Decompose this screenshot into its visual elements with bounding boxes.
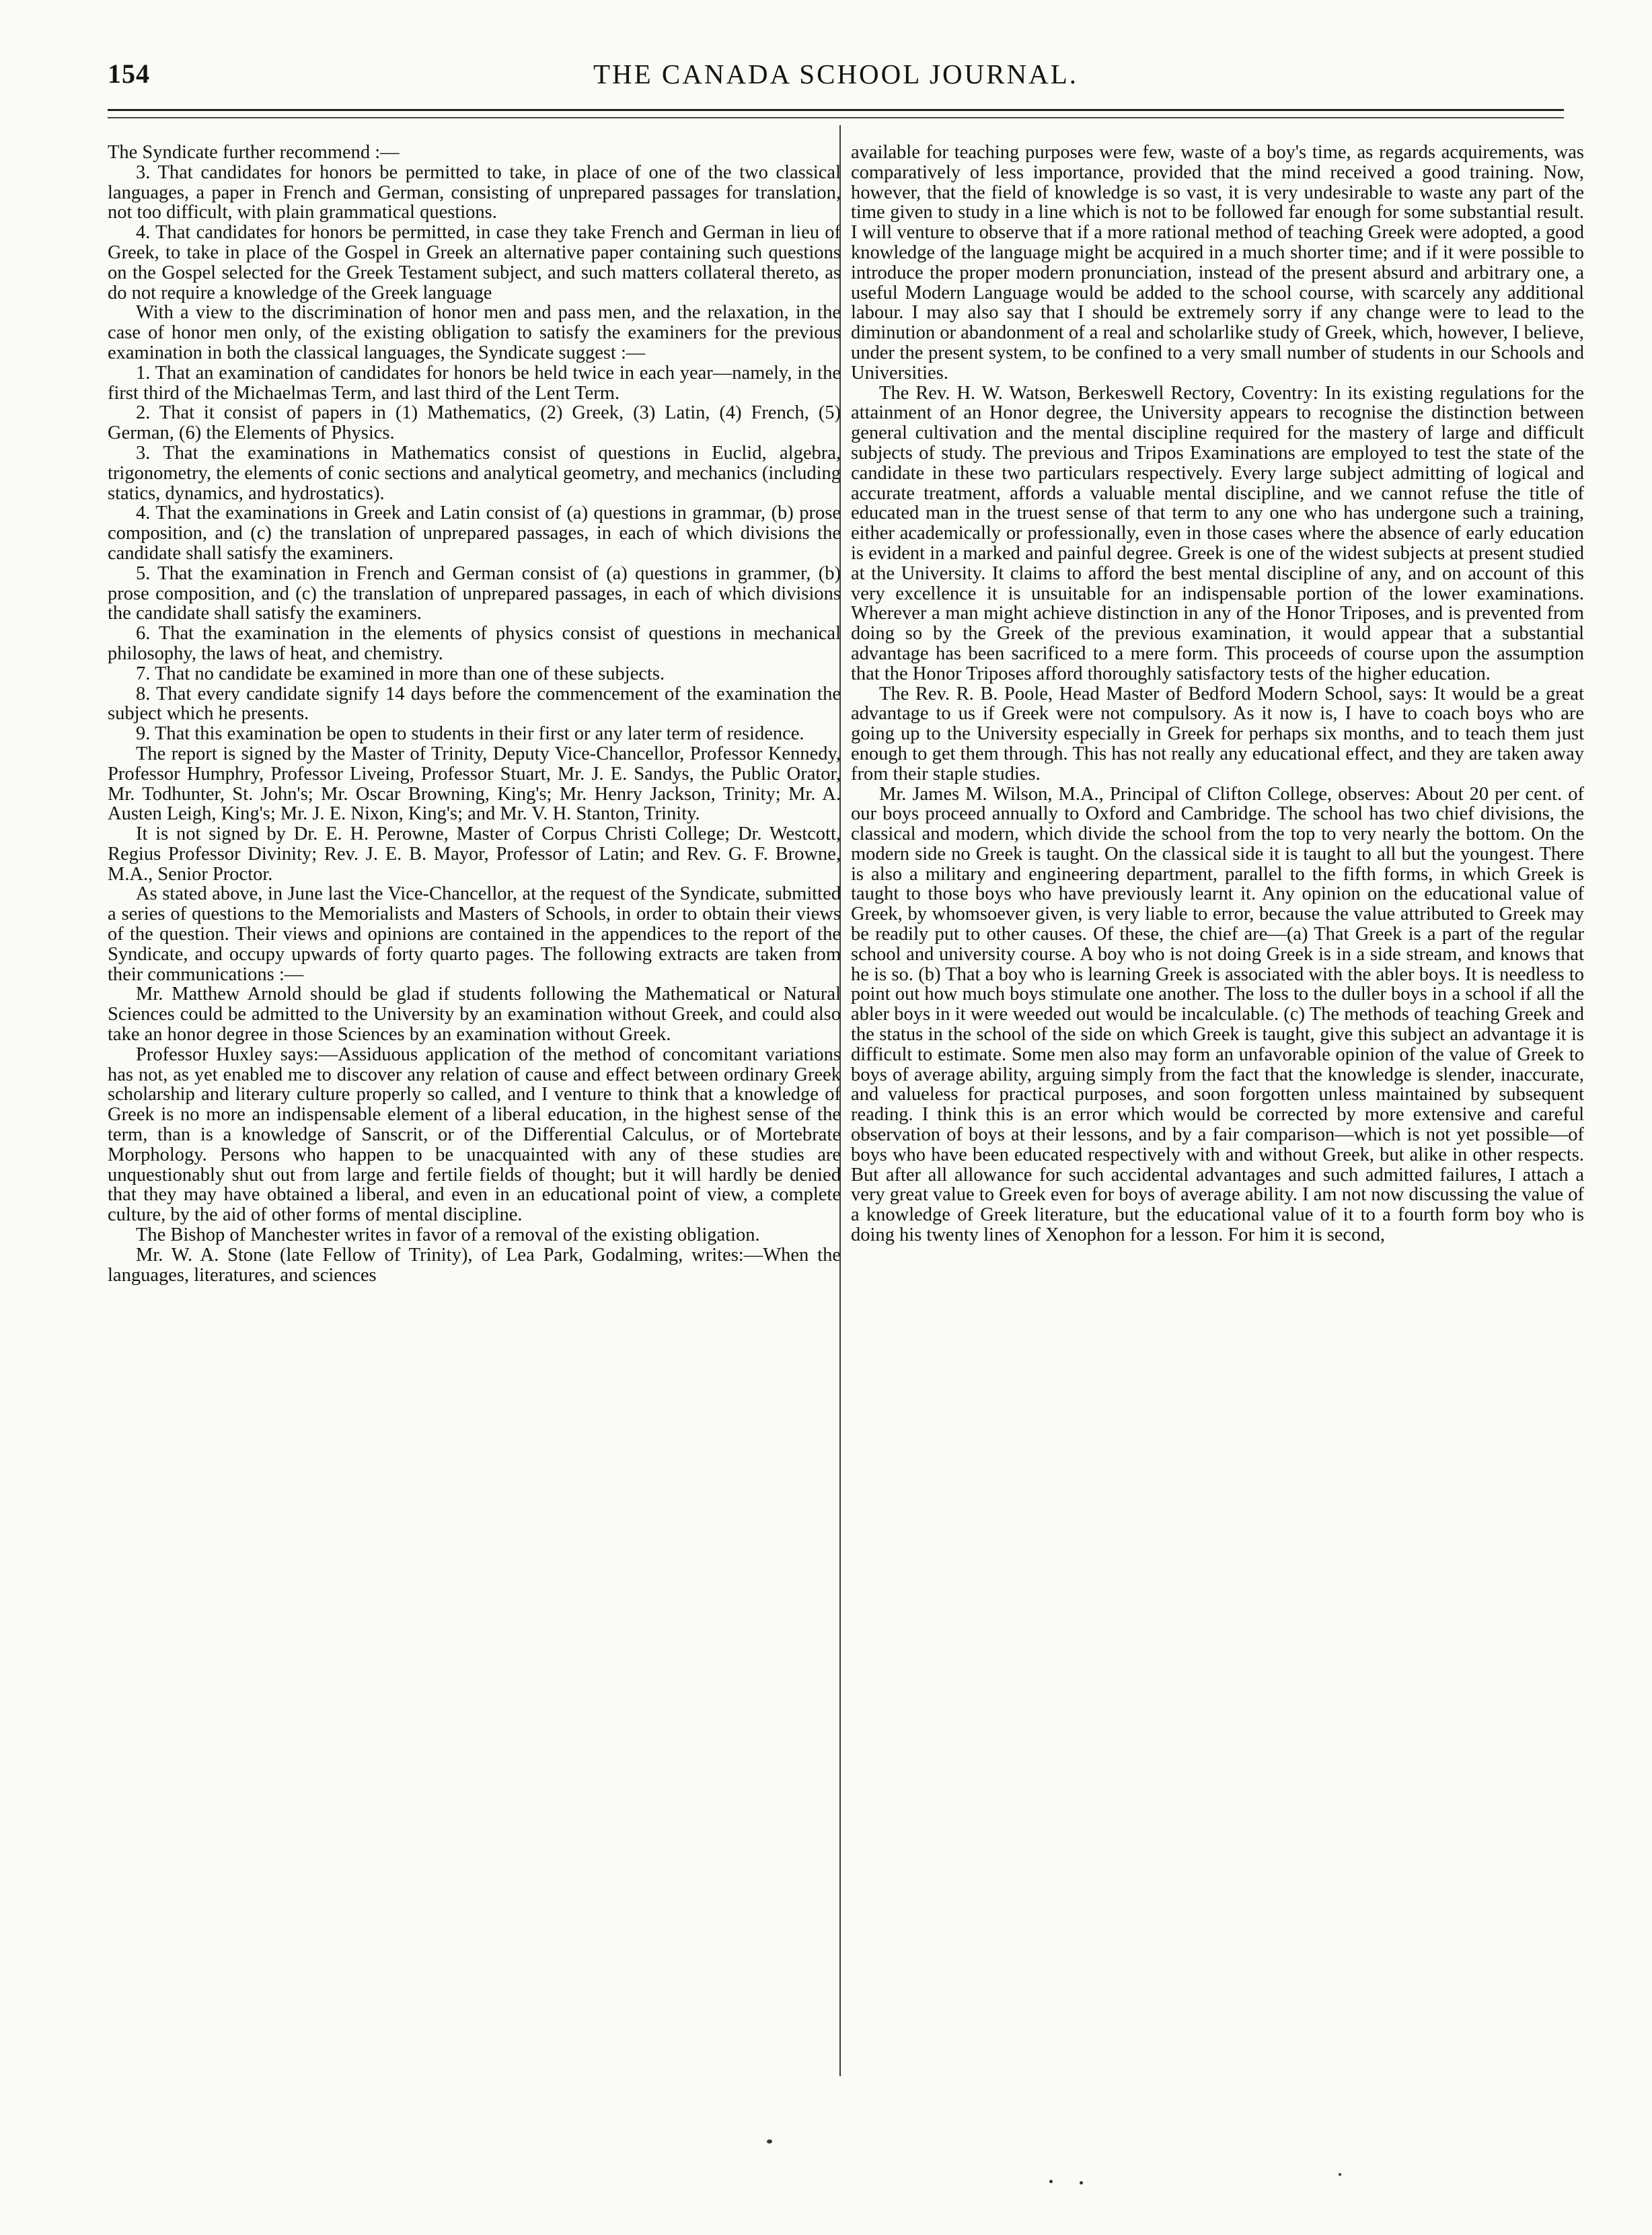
print-speck [767, 2139, 772, 2144]
paragraph: Professor Huxley says:—Assiduous application of the method of concomitant variations has not, as yet enabled me to discover any relation of cause and effect between ordinary Greek scholarship and literary culture properly so called, and I venture to think that a knowledge of Greek is no more an indispensable element of a liberal education, in the highest sense of the term, than is a knowledge of Sanscrit, or of the Differential Calculus, or of Mortebrate Morphology. Persons who happen to be unacquainted with any of these studies are unquestionably shut out from large and fertile fields of thought; but it will hardly be denied that they may have obtained a liberal, and even in an educational point of view, a complete culture, by the aid of other forms of mental discipline. [108, 1043, 841, 1226]
paragraph: available for teaching purposes were few, waste of a boy's time, as regards acquirements, was comparatively of less importance, provided that the mind received a good training. Now, however, that the field of knowledge is so vast, it is very undesirable to waste any part of the time given to study in a line which is not to be followed far enough for some substantial result. I will venture to observe that if a more rational method of teaching Greek were adopted, a good knowledge of the language might be acquired in a much shorter time; and if it were possible to introduce the proper modern pronunciation, instead of the present absurd and arbitrary one, a useful Modern Language would be added to the school course, with scarcely any additional labour. I may also say that I should be extremely sorry if any change were to lead to the diminution or abandonment of a real and scholarlike study of Greek, which, however, I believe, under the present system, to be confined to a very small number of students in our Schools and Universities. [851, 142, 1584, 383]
print-speck [1339, 2173, 1341, 2176]
paragraph: Mr. Matthew Arnold should be glad if students following the Mathematical or Natural Sciences could be admitted to the University by an examination without Greek, and could also take an honor degree in those Sciences by an examination without Greek. [108, 984, 841, 1046]
paragraph: The Bishop of Manchester writes in favor of a removal of the existing obligation. [136, 1224, 760, 1246]
paragraph: 3. That the examinations in Mathematics consist of questions in Euclid, algebra, trigonometry, the elements of conic sections and analytical geometry, and mechanics (including statics, dynamics, and hydrostatics). [108, 442, 841, 504]
paragraph: 8. That every candidate signify 14 days before the commencement of the examination the subject which he presents. [108, 683, 841, 725]
header-rule [108, 109, 1564, 118]
page-number: 154 [108, 59, 150, 89]
paragraph: 3. That candidates for honors be permitted to take, in place of one of the two classical languages, a paper in French and German, consisting of unprepared passages for translation, not too difficult, with plain grammatical questions. [108, 161, 841, 223]
paragraph: The Syndicate further recommend :— [108, 142, 400, 163]
right-column [851, 143, 1584, 1245]
print-speck [1049, 2180, 1053, 2183]
paragraph: 5. That the examination in French and German consist of (a) questions in grammer, (b) prose composition, and (c) the translation of unprepared passages, in each of which divisions the candidate shall satisfy the examiners. [108, 562, 841, 624]
paragraph: As stated above, in June last the Vice-Chancellor, at the request of the Syndicate, submitted a series of questions to the Memorialists and Masters of Schools, in order to obtain their views of the question. Their views and opinions are contained in the appendices to the report of the Syndicate, and occupy upwards of forty quarto pages. The following extracts are taken from their communications :— [108, 883, 841, 985]
paragraph: The Rev. H. W. Watson, Berkeswell Rectory, Coventry: In its existing regulations for the attainment of an Honor degree, the University appears to recognise the distinction between general cultivation and the mental discipline required for the mastery of large and difficult subjects of study. The previous and Tripos Examinations are employed to test the state of the candidate in these two particulars respectively. Every large subject admitting of logical and accurate treatment, affords a valuable mental discipline, and we cannot refuse the title of educated man in the truest sense of that term to any one who has undergone such a training, either academically or professionally, even in those cases where the absence of early education is evident in a marked and painful degree. Greek is one of the widest subjects at present studied at the University. It claims to afford the best mental discipline of any, and on account of this very excellence it is unsuitable for an indispensable portion of the lower examinations. Wherever a man might achieve distinction in any of the Honor Triposes, and is prevented from doing so by the Greek of the previous examination, it would appear that a substantial advantage has been sacrificed to a mere form. This proceeds of course upon the assumption that the Honor Triposes afford thoroughly satisfactory tests of the higher education. [851, 382, 1584, 684]
left-column [108, 143, 841, 1285]
running-head: THE CANADA SCHOOL JOURNAL. [593, 59, 1079, 89]
paragraph: With a view to the discrimination of honor men and pass men, and the relaxation, in the case of honor men only, of the existing obligation to satisfy the examiners for the previous examination in both the classical languages, the Syndicate suggest :— [108, 302, 841, 363]
paragraph: 6. That the examination in the elements of physics consist of questions in mechanical philosophy, the laws of heat, and chemistry. [108, 623, 841, 664]
paragraph: The report is signed by the Master of Trinity, Deputy Vice-Chancellor, Professor Kennedy, Professor Humphry, Professor Liveing, Professor Stuart, Mr. J. E. Sandys, the Public Orator, Mr. Todhunter, St. John's; Mr. Oscar Browning, King's; Mr. Henry Jackson, Trinity; Mr. A. Austen Leigh, King's; Mr. J. E. Nixon, King's; and Mr. V. H. Stanton, Trinity. [108, 743, 841, 825]
paragraph: 4. That the examinations in Greek and Latin consist of (a) questions in grammar, (b) prose composition, and (c) the translation of unprepared passages, in each of which divisions the candidate shall satisfy the examiners. [108, 503, 841, 564]
paragraph: 1. That an examination of candidates for honors be held twice in each year—namely, in the first third of the Michaelmas Term, and last third of the Lent Term. [108, 362, 841, 404]
paragraph: 7. That no candidate be examined in more than one of these subjects. [136, 663, 665, 684]
print-speck [1080, 2181, 1083, 2185]
column-divider [839, 125, 841, 2076]
paragraph: 9. That this examination be open to students in their first or any later term of residence. [136, 723, 804, 745]
paragraph: Mr. James M. Wilson, M.A., Principal of Clifton College, observes: About 20 per cent. of our boys proceed annually to Oxford and Cambridge. The school has two chief divisions, the classical and modern, which divide the school from the top to very nearly the bottom. On the modern side no Greek is taught. On the classical side it is taught to all but the youngest. There is also a military and engineering department, parallel to the fifth forms, in which Greek is taught to those boys who have previously learnt it. Any opinion on the educational value of Greek, by whomsoever given, is very liable to error, because the value attributed to Greek may be readily put to other causes. Of these, the chief are—(a) That Greek is a part of the regular school and university course. A boy who is not doing Greek is in a side stream, and knows that he is so. (b) That a boy who is learning Greek is associated with the abler boys. It is needless to point out how much boys stimulate one another. The loss to the duller boys in a school if all the abler boys in it were weeded out would be incalculable. (c) The methods of teaching Greek and the status in the school of the side on which Greek is taught, give this subject an advantage it is difficult to estimate. Some men also may form an unfavorable opinion of the value of Greek to boys of average ability, arguing simply from the fact that the knowledge is slender, inaccurate, and valueless for practical purposes, and soon forgotten unless maintained by subsequent reading. I think this is an error which would be corrected by more extensive and careful observation of boys at their lessons, and by a fair comparison—which is not yet possible—of boys who have been educated respectively with and without Greek, but alike in other respects. But after all allowance for such accidental advantages and such admitted failures, I attach a very great value to Greek even for boys of average ability. I am not now discussing the value of a knowledge of Greek literature, but the educational value of it to a fourth form boy who is doing his twenty lines of Xenophon for a lesson. For him it is second, [851, 783, 1584, 1246]
paragraph: It is not signed by Dr. E. H. Perowne, Master of Corpus Christi College; Dr. Westcott, Regius Professor Divinity; Rev. J. E. B. Mayor, Professor of Latin; and Rev. G. F. Browne, M.A., Senior Proctor. [108, 823, 841, 885]
paragraph: Mr. W. A. Stone (late Fellow of Trinity), of Lea Park, Godalming, writes:—When the languages, literatures, and sciences [108, 1244, 841, 1286]
paragraph: 2. That it consist of papers in (1) Mathematics, (2) Greek, (3) Latin, (4) French, (5) German, (6) the Elements of Physics. [108, 402, 841, 444]
paragraph: The Rev. R. B. Poole, Head Master of Bedford Modern School, says: It would be a great advantage to us if Greek were not compulsory. As it now is, I have to coach boys who are going up to the University especially in Greek for perhaps six months, and to teach them just enough to get them through. This has not really any educational effect, and they are taken away from their staple studies. [851, 683, 1584, 784]
page-header [108, 58, 1564, 98]
paragraph: 4. That candidates for honors be permitted, in case they take French and German in lieu of Greek, to take in place of the Gospel in Greek an alternative paper containing such questions on the Gospel selected for the Greek Testament subject, and such matters collateral thereto, as do not require a knowledge of the Greek language [108, 222, 841, 303]
